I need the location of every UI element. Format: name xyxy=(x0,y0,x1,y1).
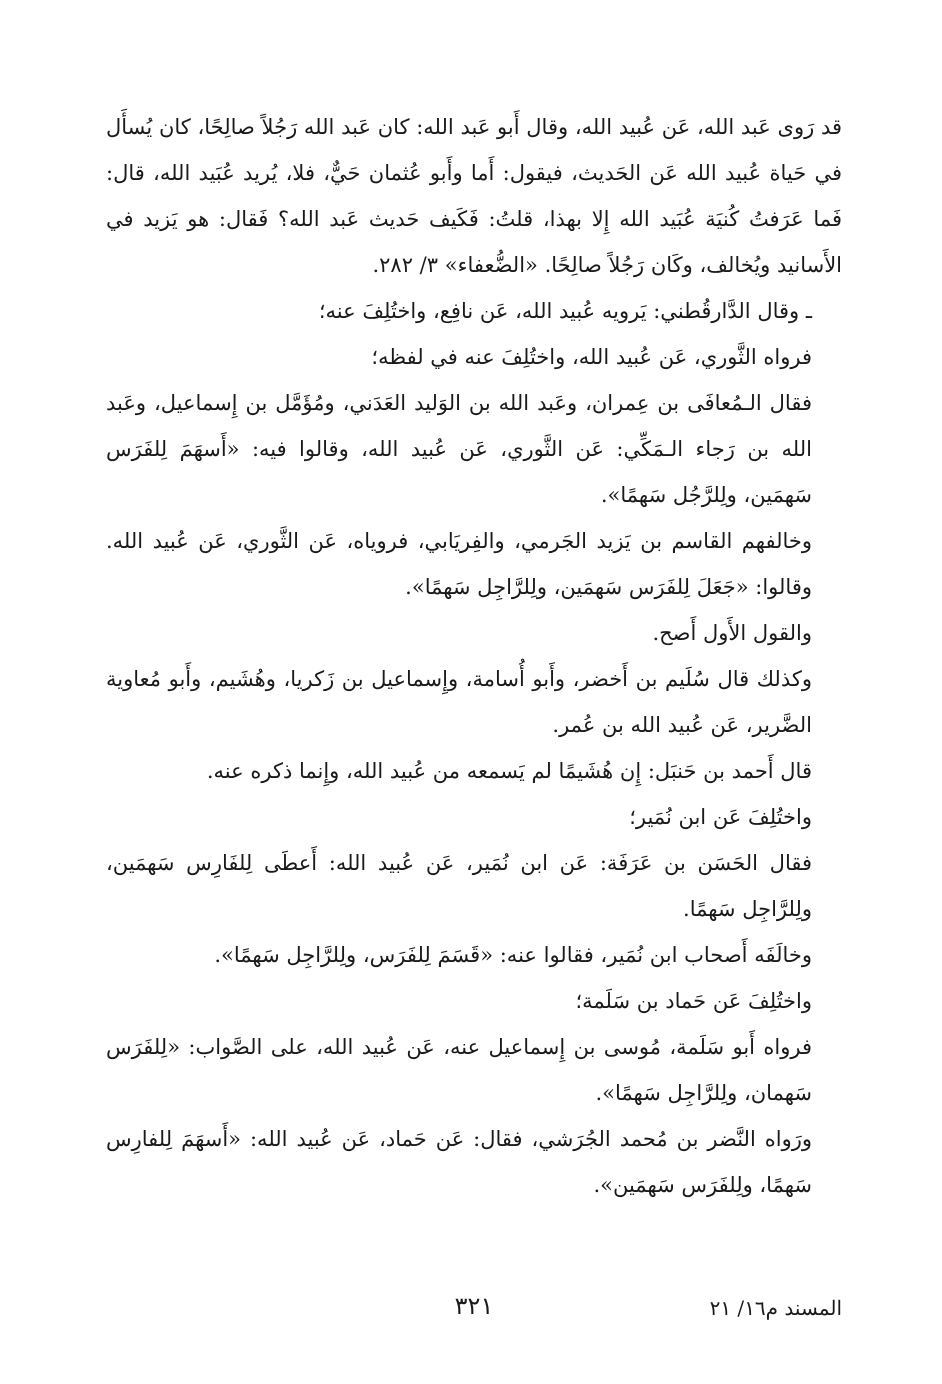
paragraph-13: فرواه أَبو سَلَمة، مُوسى بن إِسماعيل عنه، عَن عُبيد الله، على الصَّواب: «لِلفَرَس سَهمان، ولِلرَّاجِل سَهمًا». xyxy=(106,1035,812,1105)
paragraph-4: فقال الـمُعافَى بن عِمران، وعَبد الله بن الوَليد العَدَني، ومُؤَمَّل بن إِسماعيل، وعَبد الله بن رَجاء الـمَكِّي: عَن الثَّوري، عَن عُبيد الله، وقالوا فيه: «أَسهَمَ لِلفَرَس سَهمَين، ولِلرَّجُل سَهمًا». xyxy=(106,391,812,507)
paragraph-14: ورَواه النَّضر بن مُحمد الجُرَشي، فقال: عَن حَماد، عَن عُبيد الله: «أَسهَمَ لِلفارِس سَهمًا، ولِلفَرَس سَهمَين». xyxy=(106,1127,812,1197)
page-footer xyxy=(106,1292,842,1332)
paragraph-11: وخالَفَه أَصحاب ابن نُمَير، فقالوا عنه: «قَسَمَ لِلفَرَس، ولِلرَّاجِل سَهمًا». xyxy=(214,943,812,967)
paragraph-1: قد رَوى عَبد الله، عَن عُبيد الله، وقال أَبو عَبد الله: كان عَبد الله رَجُلاً صالِحًا، كان يُسأَل في حَياة عُبيد الله عَن الحَديث، فيقول: أَما وأَبو عُثمان حَيٌّ، فلا، يُريد عُبَيد الله، قال: فَما عَرَفتُ كُنيَة عُبَيد الله إِلا بهذا، قلتُ: فَكَيف حَديث عَبد الله؟ فَقال: هو يَزيد في الأَسانيد ويُخالف، وكَان رَجُلاً صالِحًا. «الضُّعفاء» ٣/ ٢٨٢. xyxy=(106,115,843,277)
paragraph-10: فقال الحَسَن بن عَرَفَة: عَن ابن نُمَير، عَن عُبيد الله: أَعطَى لِلفَارِس سَهمَين، ولِلرَّاجِل سَهمًا. xyxy=(106,851,812,921)
paragraph-12: واختُلِفَ عَن حَماد بن سَلَمة؛ xyxy=(575,989,812,1013)
paragraph-7: وكذلك قال سُلَيم بن أَخضر، وأَبو أُسامة، وإِسماعيل بن زَكريا، وهُشَيم، وأَبو مُعاوية الضَّرير، عَن عُبيد الله بن عُمر. xyxy=(106,667,812,737)
paragraph-8: قال أَحمد بن حَنبَل: إِن هُشَيمًا لم يَسمعه من عُبيد الله، وإِنما ذكره عنه. xyxy=(206,759,812,783)
paragraph-5: وخالفهم القاسم بن يَزيد الجَرمي، والفِريَابي، فروياه، عَن الثَّوري، عَن عُبيد الله. وقالوا: «جَعَلَ لِلفَرَس سَهمَين، ولِلرَّاجِل سَهمًا». xyxy=(106,529,812,599)
paragraph-3: فرواه الثَّوري، عَن عُبيد الله، واختُلِفَ عنه في لفظه؛ xyxy=(371,345,812,369)
paragraph-2: ـ وقال الدَّارقُطني: يَرويه عُبيد الله، عَن نافِع، واختُلِفَ عنه؛ xyxy=(318,299,812,323)
page-body xyxy=(106,104,842,1208)
page-number: ٣٢١ xyxy=(454,1292,494,1320)
paragraph-9: واختُلِفَ عَن ابن نُمَير؛ xyxy=(629,805,812,829)
paragraph-6: والقول الأَول أَصح. xyxy=(652,621,812,645)
signature-mark: المسند م١٦/ ٢١ xyxy=(709,1296,842,1320)
